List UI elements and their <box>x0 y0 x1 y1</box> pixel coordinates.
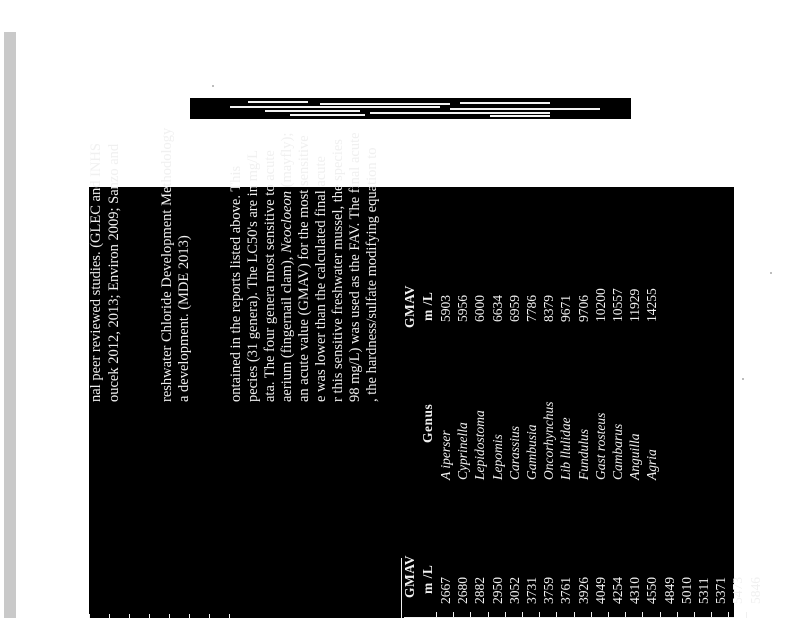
rotated-scanned-page <box>88 127 763 618</box>
table-cell-gmav-left: 5010 <box>678 577 694 604</box>
table-row-tick <box>505 612 506 618</box>
paragraph-line: oucek 2012, 2013; Environ 2009; Sanzo and <box>106 143 122 402</box>
scan-edge-bar <box>4 32 16 618</box>
table-row-tick <box>539 612 540 618</box>
table-cell-gmav-left: 4849 <box>661 577 677 604</box>
margin-tick <box>169 614 170 618</box>
page-content <box>88 127 763 618</box>
table-row-tick <box>453 612 454 618</box>
table-cell-gmav-right: 14255 <box>644 288 660 322</box>
table-row-tick <box>728 612 729 618</box>
table-header-gmav-left: GMAV <box>402 554 417 598</box>
table-cell-genus: Agria <box>644 449 660 480</box>
table-cell-genus: Anguilla <box>627 433 643 480</box>
scan-speck <box>770 272 772 274</box>
table-cell-genus: Lepomis <box>489 434 505 480</box>
table-cell-genus: Cyprinella <box>455 422 471 480</box>
table-row-tick <box>436 612 437 618</box>
table-row-tick <box>711 612 712 618</box>
table-row-tick <box>608 612 609 618</box>
table-row-tick <box>591 612 592 618</box>
margin-tick <box>149 614 150 618</box>
table-row-tick <box>660 612 661 618</box>
scan-speck <box>212 85 214 87</box>
table-cell-gmav-right: 10200 <box>592 288 608 322</box>
table-cell-gmav-left: 5846 <box>747 577 763 604</box>
table-row-tick <box>556 612 557 618</box>
paragraph-line: an acute value (GMAV) for the most sensitive <box>296 135 312 402</box>
margin-tick <box>229 614 230 618</box>
paragraph-line: 98 mg/L) was used as the FAV. The final acute <box>347 132 363 402</box>
table-cell-gmav-left: 2667 <box>438 577 453 604</box>
table-cell-genus: Lib llulidae <box>558 417 574 480</box>
table-cell-gmav-right: 8379 <box>541 295 557 322</box>
table-row-tick <box>488 612 489 618</box>
table-cell-genus: Cambarus <box>610 423 625 480</box>
table-cell-gmav-left: 5473 <box>730 577 746 604</box>
table-row-tick <box>694 612 695 618</box>
table-cell-gmav-left: 2950 <box>489 577 505 604</box>
table-header-genus: Genus <box>420 403 435 443</box>
table-cell-gmav-left: 3052 <box>506 577 522 604</box>
table-cell-gmav-left: 4254 <box>610 577 625 604</box>
scan-speck <box>742 378 744 380</box>
table-cell-gmav-right: 7786 <box>524 295 539 322</box>
table-cell-genus: A iperser <box>438 430 453 480</box>
table-row-tick <box>522 612 523 618</box>
table-row-tick <box>470 612 471 618</box>
paragraph-line: , the hardness/sulfate modifying equation to <box>364 147 380 402</box>
paragraph-line: reshwater Chloride Development Methodology <box>159 127 175 402</box>
paragraph-line: aerium (fingernail clam), Neocloeon (mayfly); <box>279 132 295 402</box>
table-cell-gmav-right: 10557 <box>610 288 625 322</box>
table-cell-genus: Carassius <box>506 425 522 480</box>
table-cell-gmav-right: 6634 <box>489 295 505 322</box>
table-header-unit-right: m /L <box>420 291 435 321</box>
margin-tick <box>109 614 110 618</box>
table-header-unit-left: m /L <box>420 564 435 594</box>
table-cell-gmav-left: 2882 <box>472 577 488 604</box>
table-cell-gmav-right: 9706 <box>575 295 591 322</box>
table-cell-gmav-right: 9671 <box>558 295 574 322</box>
paragraph-line: ata. The four genera most sensitive to acute <box>262 150 278 402</box>
table-cell-gmav-left: 3926 <box>575 577 591 604</box>
table-row-tick <box>574 612 575 618</box>
table-row-tick <box>677 612 678 618</box>
table-cell-gmav-right: 5903 <box>438 295 453 322</box>
table-cell-genus: Oncorhynchus <box>541 401 557 480</box>
margin-tick <box>129 614 130 618</box>
table-cell-gmav-left: 5371 <box>713 577 729 604</box>
table-cell-gmav-left: 4049 <box>592 577 608 604</box>
paragraph-line: pecies (31 genera). The LC50's are in mg/L <box>245 150 261 402</box>
paragraph-line: nal peer reviewed studies. (GLEC and INHS <box>88 143 104 402</box>
table-cell-gmav-left: 5311 <box>696 577 711 604</box>
table-cell-gmav-right: 6000 <box>472 295 488 322</box>
table-cell-gmav-left: 3731 <box>524 577 539 604</box>
table-cell-gmav-left: 3759 <box>541 577 557 604</box>
table-row-tick <box>642 612 643 618</box>
table-row-tick <box>625 612 626 618</box>
paragraph-line: a development. (MDE 2013) <box>176 235 192 402</box>
table-cell-genus: Fundulus <box>575 428 591 480</box>
table-header-gmav-right: GMAV <box>402 284 417 328</box>
table-cell-gmav-left: 3761 <box>558 577 574 604</box>
margin-tick <box>89 614 90 618</box>
paragraph-line: r this sensitive freshwater mussel, the species <box>330 139 346 402</box>
table-cell-gmav-left: 2680 <box>455 577 471 604</box>
table-row-tick <box>746 612 747 618</box>
table-grid-line <box>401 558 402 618</box>
redacted-header-strip <box>190 98 631 119</box>
table-cell-gmav-right: 11929 <box>627 288 643 322</box>
table-cell-gmav-left: 4310 <box>627 577 643 604</box>
table-cell-genus: Gast rosteus <box>592 412 608 480</box>
paragraph-line: e was lower than the calculated final acute <box>313 156 329 402</box>
paragraph-line: ontained in the reports listed above. This <box>228 165 244 402</box>
table-cell-gmav-right: 5956 <box>455 295 471 322</box>
margin-tick <box>209 614 210 618</box>
margin-tick <box>189 614 190 618</box>
table-cell-genus: Gambusia <box>524 424 539 480</box>
table-cell-gmav-left: 4550 <box>644 577 660 604</box>
table-cell-genus: Lepidostoma <box>472 410 488 480</box>
table-cell-gmav-right: 6959 <box>506 295 522 322</box>
